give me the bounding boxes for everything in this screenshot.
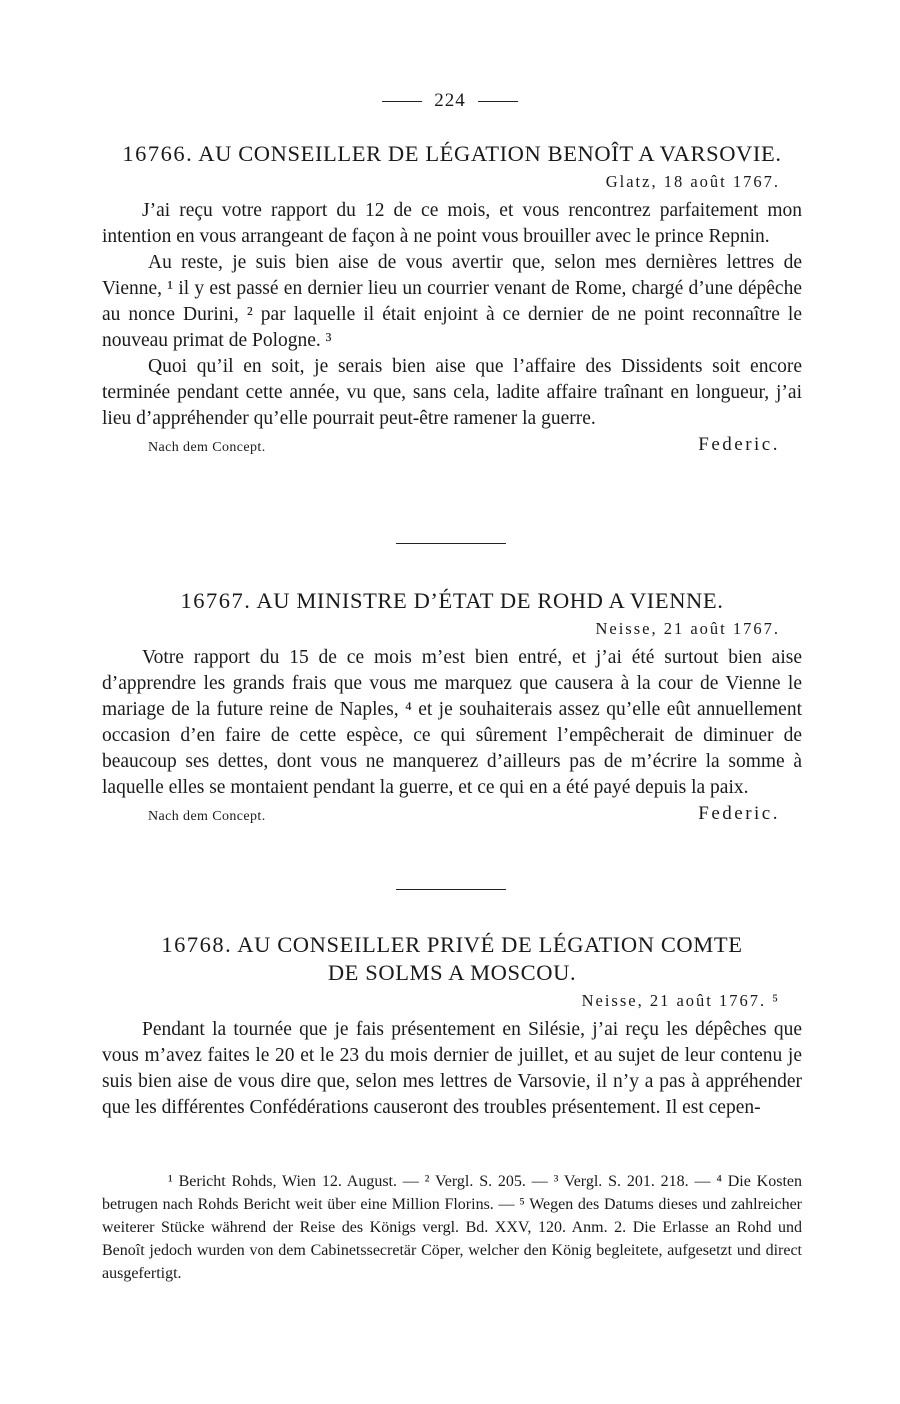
letter-heading-line: DE SOLMS A MOSCOU. [327,960,577,985]
paragraph: Pendant la tournée que je fais présentement en Silésie, j’ai reçu les dépêches que vous m’avez faites le 20 et le 23 du mois dernier de juillet, et au sujet de leur contenu je suis bien aise de vous dire que, selon mes lettres de Varsovie, il n’y a pas à appréhender que les différentes Confédérations causeront des troubles présentement. Il est cepen- [102,1019,802,1118]
place-date: Neisse, 21 août 1767. [595,619,780,638]
letter-heading [102,140,802,168]
letter-heading-line: AU CONSEILLER PRIVÉ DE LÉGATION COMTE [237,932,743,957]
letter-heading-line: AU CONSEILLER DE LÉGATION BENOÎT A VARSOVIE. [198,141,782,166]
paragraph: Votre rapport du 15 de ce mois m’est bien entré, et j’ai été surtout bien aise d’apprendre les grands frais que vous me marquez que causera à la cour de Vienne le mariage de la future reine de Naples, ⁴ et je souhaiterais assez qu’elle eût annuellement occasion d’en faire de cette espèce, ce qui sûrement l’empêcherait de diminuer de beaucoup ses dettes, dont vous ne manquerez d’ailleurs pas de m’écrire la somme à laquelle elles se montaient pendant la guerre, et ce qui en a été payé depuis la paix. [102,647,802,798]
letter-16766 [102,140,802,460]
source-note: Nach dem Concept. [148,809,266,824]
letter-heading-line: AU MINISTRE D’ÉTAT DE ROHD A VIENNE. [256,588,724,613]
paragraph: Au reste, je suis bien aise de vous avertir que, selon mes dernières lettres de Vienne, ¹ il y est passé en dernier lieu un courrier venant de Rome, chargé d’une dépêche au nonce Durini, ² par laquelle il était enjoint à ce dernier de ne point reconnaître le nouveau primat de Pologne. ³ [102,252,802,351]
paragraph: Quoi qu’il en soit, je serais bien aise que l’affaire des Dissidents soit encore terminée pendant cette année, vu que, sans cela, ladite affaire traînant en longueur, j’ai lieu d’appréhender qu’elle pourrait peut-être ramener la guerre. [102,356,802,429]
section-divider [396,543,506,544]
page-number-dash-right [478,101,518,102]
signature: Federic. [698,434,780,455]
letter-number: 16768. [161,932,233,957]
footnotes [102,1170,802,1285]
letter-number: 16766. [122,141,194,166]
paragraph: J’ai reçu votre rapport du 12 de ce mois, et vous rencontrez parfaitement mon intention en vous arrangeant de façon à ne point vous brouiller avec le prince Repnin. [102,200,802,247]
letter-body [102,645,802,801]
letter-16768 [102,931,802,1121]
letter-heading [102,587,802,615]
letter-body [102,198,802,432]
signature-row [102,803,802,829]
letter-body [102,1017,802,1121]
source-note: Nach dem Concept. [148,440,266,455]
place-date: Neisse, 21 août 1767. ⁵ [581,991,780,1010]
letter-number: 16767. [180,588,252,613]
letter-16767 [102,587,802,829]
signature: Federic. [698,803,780,824]
page-number: 224 [434,90,466,111]
signature-row [102,434,802,460]
page-number-dash-left [382,101,422,102]
letter-heading [102,931,802,987]
footnote-text: ¹ Bericht Rohds, Wien 12. August. — ² Vergl. S. 205. — ³ Vergl. S. 201. 218. — ⁴ Die Kosten betrugen nach Rohds Bericht weit über eine Million Florins. — ⁵ Wegen des Datums dieses und zahlreicher weiterer Stücke während der Reise des Königs vergl. Bd. XXV, 120. Anm. 2. Die Erlasse an Rohd und Benoît jedoch wurden von dem Cabinetssecretär Cöper, welcher den König begleitete, aufgesetzt und direct ausgefertigt. [102,1173,802,1282]
section-divider [396,889,506,890]
page-number-line [0,90,900,112]
place-date: Glatz, 18 août 1767. [605,172,780,191]
